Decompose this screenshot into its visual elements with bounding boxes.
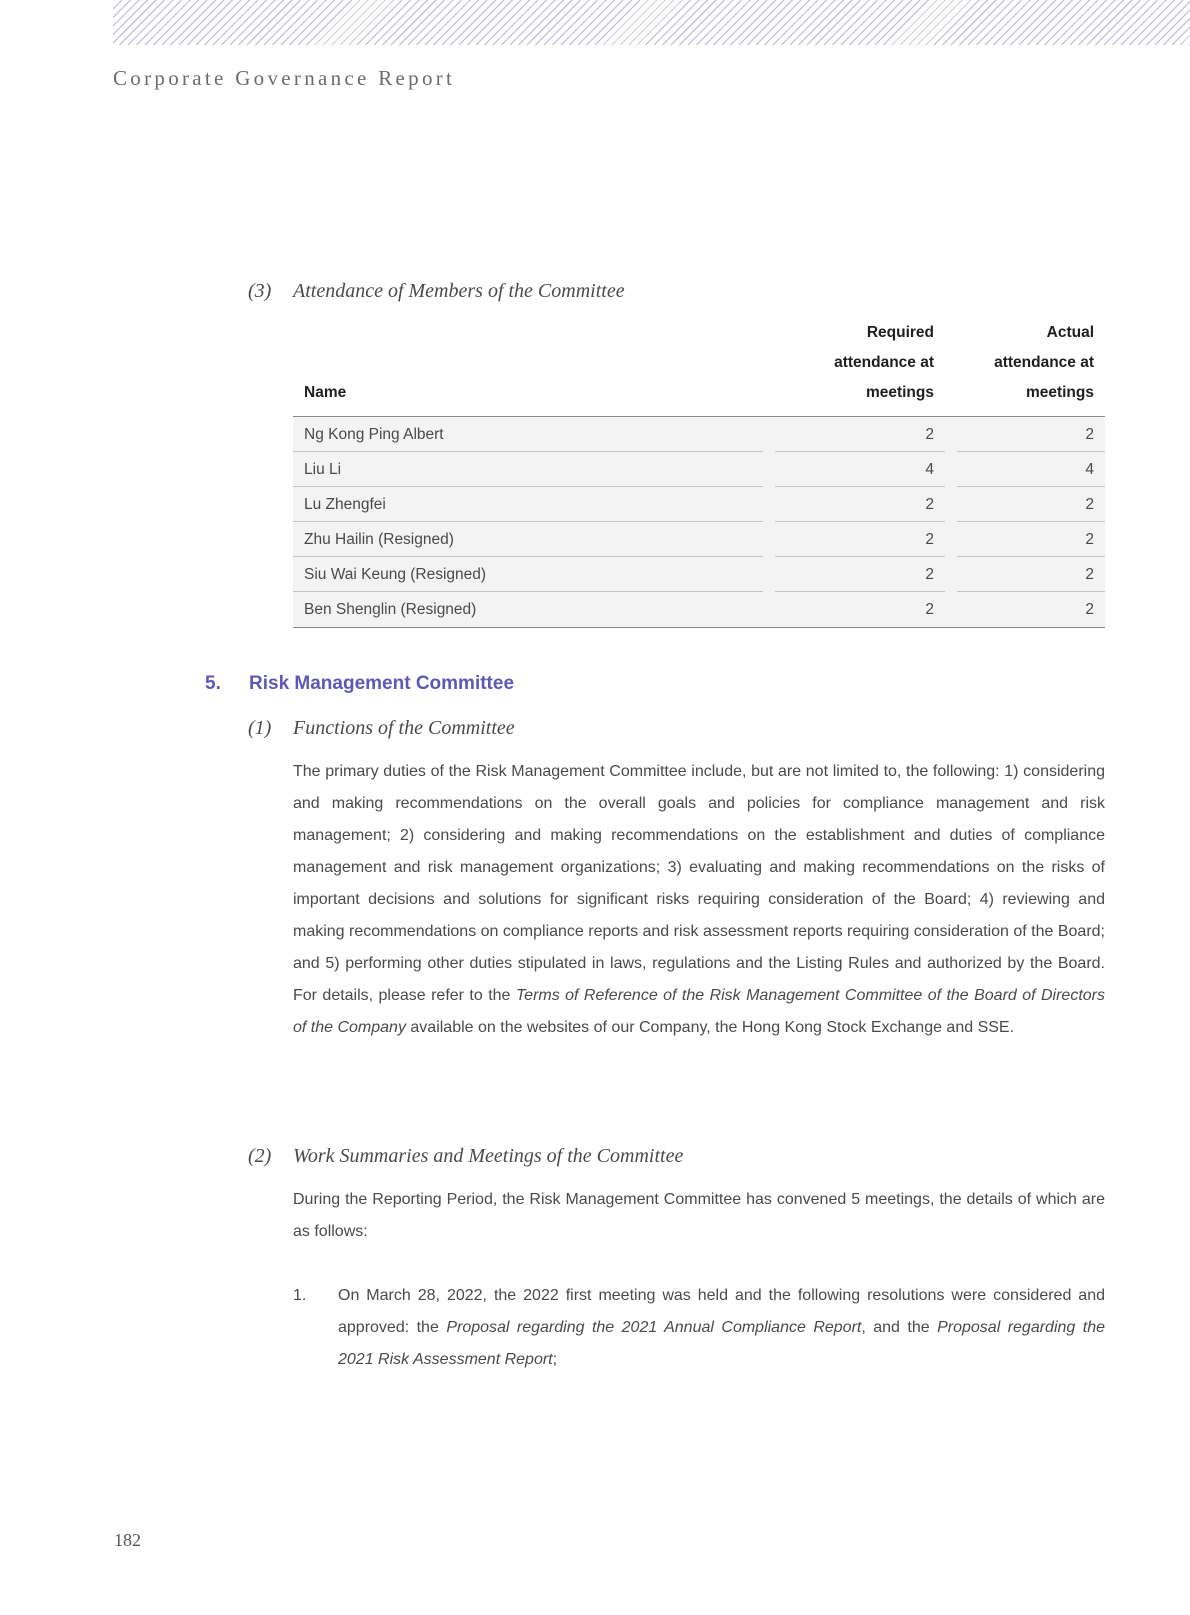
subheading-number: (3)	[248, 280, 272, 302]
subheading-number: (2)	[248, 1145, 272, 1167]
table-row	[293, 487, 1105, 522]
required-attendance: 2	[775, 522, 945, 557]
actual-attendance: 2	[945, 557, 1105, 592]
header-line: meetings	[1025, 384, 1094, 401]
paragraph-text: available on the websites of our Company, the Hong Kong Stock Exchange and SSE.	[405, 1019, 1015, 1036]
item-text: , and the	[861, 1319, 938, 1336]
subheading-title: Functions of the Committee	[293, 717, 515, 739]
required-attendance: 2	[775, 487, 945, 522]
member-name: Lu Zhengfei	[293, 487, 775, 522]
required-attendance: 2	[775, 417, 945, 453]
list-item-body	[338, 1280, 1105, 1376]
work-summaries-intro: During the Reporting Period, the Risk Management Committee has convened 5 meetings, the details of which are as follows:	[293, 1191, 1105, 1240]
item-text: ;	[552, 1351, 558, 1368]
proposal-title: Proposal regarding the 2021 Annual Compliance Report	[446, 1319, 862, 1336]
table-row	[293, 557, 1105, 592]
header-line: Actual	[1046, 324, 1094, 341]
item-text: On March 28, 2022, the 2022 first meeting was held and the following resolutions were considered and approved: the	[338, 1287, 1105, 1336]
section-number: 5.	[205, 673, 221, 694]
terms-of-reference-title: Terms of Reference of the Risk Management Committee of the Board of Directors of the Company	[293, 987, 1106, 1036]
actual-attendance: 4	[945, 452, 1105, 487]
header-line: meetings	[865, 384, 934, 401]
header-line: Required	[866, 324, 934, 341]
subheading-title: Attendance of Members of the Committee	[293, 280, 625, 302]
paragraph-text: The primary duties of the Risk Management Committee include, but are not limited to, the following: 1) considering and making recommendations on the overall goals and policies for compliance management and risk management; 2) considering and making recommendations on the establishment and duties of compliance management and risk management organizations; 3) evaluating and making recommendations on the risks of important decisions and solutions for significant risks requiring consideration of the Board; 4) reviewing and making recommendations on compliance reports and risk assessment reports requiring consideration of the Board; and 5) performing other duties stipulated in laws, regulations and the Listing Rules and authorized by the Board. For details, please refer to the	[293, 763, 1105, 1004]
required-attendance: 2	[775, 592, 945, 628]
actual-attendance: 2	[945, 417, 1105, 453]
page-number: 182	[114, 1530, 141, 1550]
actual-attendance: 2	[945, 592, 1105, 628]
running-title: Corporate Governance Report	[113, 66, 456, 90]
table-row	[293, 417, 1105, 453]
table-row	[293, 452, 1105, 487]
functions-paragraph	[293, 756, 1105, 1044]
column-header-name: Name	[293, 318, 775, 417]
member-name: Ng Kong Ping Albert	[293, 417, 775, 453]
decorative-hatch-banner	[113, 0, 1190, 45]
member-name: Liu Li	[293, 452, 775, 487]
required-attendance: 2	[775, 557, 945, 592]
subheading-number: (1)	[248, 717, 272, 739]
proposal-title: Proposal regarding the 2021 Risk Assessment Report	[338, 1319, 1106, 1368]
attendance-table	[293, 318, 1105, 628]
member-name: Ben Shenglin (Resigned)	[293, 592, 775, 628]
meeting-list-item	[293, 1280, 1105, 1376]
table-header-row	[293, 318, 1105, 417]
required-attendance: 4	[775, 452, 945, 487]
actual-attendance: 2	[945, 522, 1105, 557]
header-line: attendance at	[994, 354, 1094, 371]
subheading-title: Work Summaries and Meetings of the Committee	[293, 1145, 684, 1167]
table-row	[293, 592, 1105, 628]
column-header-actual	[945, 318, 1105, 417]
column-header-required	[775, 318, 945, 417]
actual-attendance: 2	[945, 487, 1105, 522]
header-line: attendance at	[834, 354, 934, 371]
member-name: Zhu Hailin (Resigned)	[293, 522, 775, 557]
list-marker: 1.	[293, 1287, 307, 1304]
member-name: Siu Wai Keung (Resigned)	[293, 557, 775, 592]
table-row	[293, 522, 1105, 557]
section-title: Risk Management Committee	[249, 673, 515, 694]
